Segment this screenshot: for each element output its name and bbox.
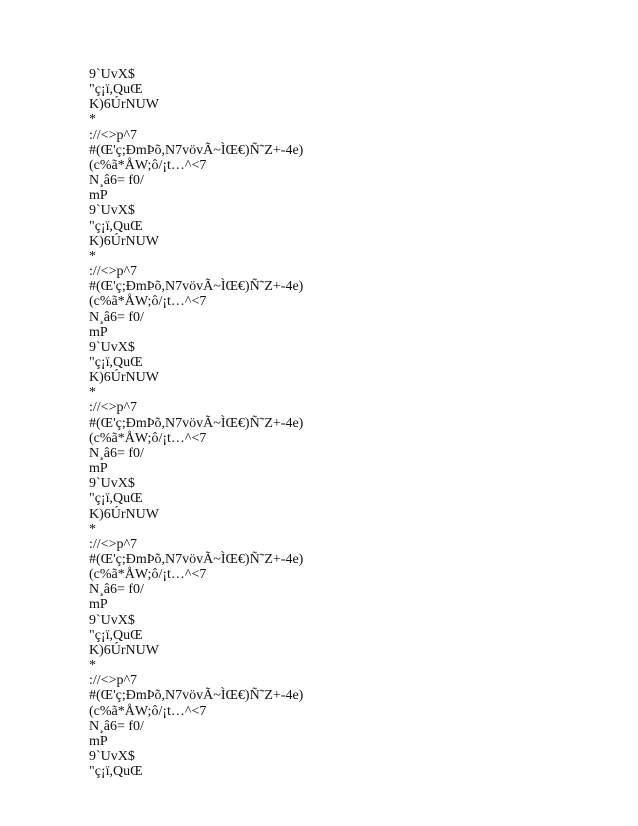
text-line: 9`UvX$ bbox=[89, 476, 135, 492]
text-line: #(Œ'ç;ÐmÞõ,N7vövÃ~ÌŒ€)Ñ˜Z+-4e) bbox=[89, 688, 304, 704]
text-line: 9`UvX$ bbox=[89, 749, 135, 765]
text-line: * bbox=[89, 385, 96, 401]
text-line: ://<>p^7 bbox=[89, 127, 138, 143]
text-line: mP bbox=[89, 461, 108, 477]
text-line: * bbox=[89, 112, 96, 128]
text-line: 9`UvX$ bbox=[89, 203, 135, 219]
text-line: K)6ÚrNUW bbox=[89, 642, 159, 658]
text-line: 9`UvX$ bbox=[89, 339, 135, 355]
text-line: ://<>p^7 bbox=[89, 400, 138, 416]
text-line: #(Œ'ç;ÐmÞõ,N7vövÃ~ÌŒ€)Ñ˜Z+-4e) bbox=[89, 552, 304, 567]
text-line: * bbox=[89, 248, 96, 264]
text-line: (c%ã*ÅW;ô/¡t…^<7 bbox=[89, 430, 207, 446]
text-line: mP bbox=[89, 733, 108, 749]
text-line: * bbox=[89, 521, 96, 537]
text-line: N¸â6= f0/ bbox=[89, 445, 144, 461]
text-line: K)6ÚrNUW bbox=[89, 233, 159, 249]
text-line: K)6ÚrNUW bbox=[89, 506, 159, 522]
text-line: N¸â6= f0/ bbox=[89, 718, 144, 734]
text-line: #(Œ'ç;ÐmÞõ,N7vövÃ~ÌŒ€)Ñ˜Z+-4e) bbox=[89, 279, 304, 295]
text-line: mP bbox=[89, 188, 108, 204]
text-line: (c%ã*ÅW;ô/¡t…^<7 bbox=[89, 157, 207, 173]
text-line: "ç¡ï,QuŒ bbox=[89, 491, 143, 507]
text-line: N¸â6= f0/ bbox=[89, 582, 144, 598]
text-line: "ç¡ï,QuŒ bbox=[89, 627, 143, 643]
text-line: N¸â6= f0/ bbox=[89, 309, 144, 325]
text-line: K)6ÚrNUW bbox=[89, 370, 159, 386]
text-line: * bbox=[89, 658, 96, 674]
text-line: mP bbox=[89, 597, 108, 613]
text-line: "ç¡ï,QuŒ bbox=[89, 82, 143, 98]
text-line: #(Œ'ç;ÐmÞõ,N7vövÃ~ÌŒ€)Ñ˜Z+-4e) bbox=[89, 142, 304, 158]
text-line: 9`UvX$ bbox=[89, 612, 135, 628]
text-line: (c%ã*ÅW;ô/¡t…^<7 bbox=[89, 703, 207, 719]
text-line: "ç¡ï,QuŒ bbox=[89, 764, 143, 780]
text-line: N¸â6= f0/ bbox=[89, 173, 144, 189]
text-line: mP bbox=[89, 324, 108, 340]
text-line: 9`UvX$ bbox=[89, 67, 135, 82]
text-line: (c%ã*ÅW;ô/¡t…^<7 bbox=[89, 294, 207, 310]
text-line: ://<>p^7 bbox=[89, 673, 138, 689]
document-text-block bbox=[89, 67, 303, 779]
text-line: "ç¡ï,QuŒ bbox=[89, 218, 143, 234]
text-line: ://<>p^7 bbox=[89, 536, 138, 552]
text-line: ://<>p^7 bbox=[89, 264, 138, 280]
text-line: (c%ã*ÅW;ô/¡t…^<7 bbox=[89, 567, 207, 583]
text-line: K)6ÚrNUW bbox=[89, 97, 159, 113]
text-line: #(Œ'ç;ÐmÞõ,N7vövÃ~ÌŒ€)Ñ˜Z+-4e) bbox=[89, 415, 304, 431]
text-line: "ç¡ï,QuŒ bbox=[89, 354, 143, 370]
